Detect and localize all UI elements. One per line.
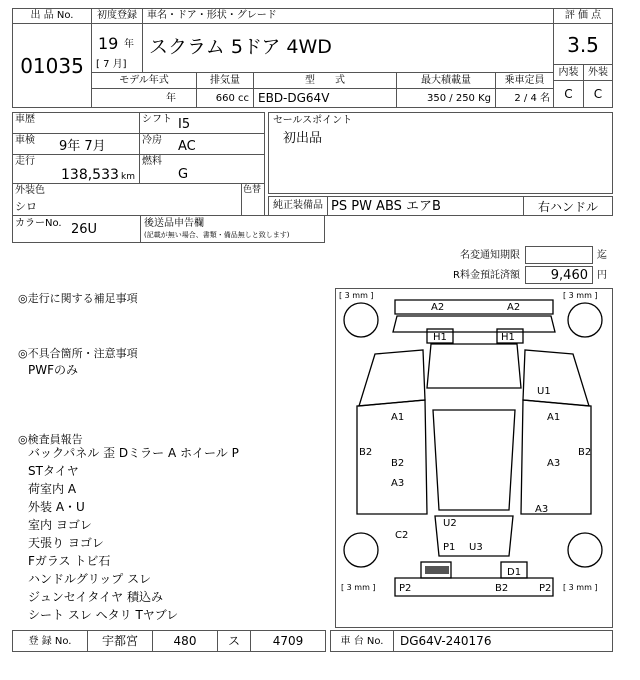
tire-depth-rear-left: [ 3 mm ] (341, 583, 376, 592)
mark-a1-left: A1 (391, 412, 405, 423)
mark-b2-far-right: B2 (578, 447, 592, 458)
post-report-cell (140, 215, 325, 243)
defects-title: ◎不具合箇所・注意事項 (18, 347, 138, 360)
chassis-cell (393, 630, 613, 652)
front-bumper-icon (395, 300, 553, 314)
equipment-cell (327, 196, 524, 216)
interior-label-cell (553, 64, 584, 81)
driving-notes-title: ◎走行に関する補足事項 (18, 292, 138, 305)
color-no-label: カラーNo. (15, 218, 62, 229)
reg-kana: ス (227, 634, 240, 648)
name-change-label: 名変通知期限 (460, 250, 520, 261)
mark-a1-right: A1 (547, 412, 561, 423)
mark-h1-left: H1 (433, 332, 447, 343)
tire-depth-rear-right: [ 3 mm ] (563, 583, 598, 592)
mark-p2-right: P2 (539, 583, 552, 594)
lot-no-cell (12, 8, 92, 24)
inspector-line: 荷室内 A (28, 482, 77, 496)
reg-class: 480 (173, 634, 197, 648)
mark-u2: U2 (443, 518, 457, 529)
name-change-suffix: 迄 (597, 250, 607, 261)
interior-cell (553, 80, 584, 108)
post-report-note: (記載が無い場合、書類・備品無しと致します) (144, 231, 290, 239)
history-label: 車歴 (15, 114, 35, 125)
tire-rear-left-icon (344, 533, 378, 567)
shift-label: シフト (142, 114, 172, 125)
inspector-title: ◎検査員報告 (18, 433, 83, 446)
shift: I5 (178, 117, 191, 132)
color-change-cell (241, 183, 265, 216)
lot-no-label: 出 品 No. (30, 10, 74, 21)
score-cell (553, 23, 613, 65)
mark-b2-rear: B2 (495, 583, 509, 594)
mileage-cell (12, 154, 140, 184)
exterior-cell (583, 80, 613, 108)
reg-area: 宇都宮 (101, 634, 138, 648)
tire-front-left-icon (344, 303, 378, 337)
chassis-label-cell (330, 630, 394, 652)
first-reg-label-cell (91, 8, 143, 24)
inspector-line: 外装 A・U (28, 500, 85, 514)
color: シロ (15, 200, 37, 213)
steering-cell (523, 196, 613, 216)
interior-grade: C (564, 87, 573, 101)
recycle-unit: 円 (597, 270, 607, 281)
vehicle-name: スクラム 5ドア 4WD (149, 36, 332, 58)
car-damage-diagram (335, 288, 613, 628)
mark-h1-right: H1 (501, 332, 515, 343)
mark-a3-left: A3 (391, 478, 405, 489)
equipment-label: 純正装備品 (273, 200, 323, 211)
year-unit: 年 (124, 39, 134, 50)
inspector-line: 天張り ヨゴレ (28, 536, 104, 550)
reg-number: 4709 (272, 634, 304, 648)
name-label: 車名・ドア・形状・グレード (147, 10, 277, 21)
sales-point: 初出品 (283, 131, 323, 146)
first-reg-month: [ 7 月] (96, 59, 127, 70)
inspector-line: ジュンセイタイヤ 積込み (28, 590, 163, 604)
mark-u1: U1 (537, 386, 551, 397)
displacement-label-cell (196, 72, 254, 89)
mark-a3-lower-right: A3 (535, 504, 549, 515)
mark-b2-far-left: B2 (359, 447, 373, 458)
capacity: 2 / 4 名 (514, 93, 550, 104)
mark-p2-left: P2 (399, 583, 412, 594)
mark-a2-right: A2 (507, 302, 521, 313)
inspection-cell (12, 133, 140, 155)
color-no: 26U (71, 222, 98, 237)
windshield-icon (427, 344, 521, 388)
ac-cell (139, 133, 265, 155)
mileage-label: 走行 (15, 156, 35, 167)
recycle: 9,460 (550, 268, 588, 283)
rear-bumper-icon (395, 578, 553, 596)
mark-a2-left: A2 (431, 302, 445, 313)
reg-label: 登 録 No. (28, 636, 72, 647)
color-change-label: 色替 (243, 185, 262, 195)
chassis: DG64V-240176 (400, 634, 492, 648)
tire-front-right-icon (568, 303, 602, 337)
max-load: 350 / 250 Kg (427, 93, 491, 104)
name-cell (142, 23, 554, 73)
model-year-label: モデル年式 (119, 75, 169, 86)
inspector-line: バックパネル 歪 Dミラー A ホイール P (28, 446, 239, 460)
exterior-label: 外装 (588, 67, 608, 78)
inspection: 9年 7月 (59, 139, 106, 154)
sales-point-cell (268, 112, 613, 194)
inspector-line: シート スレ ヘタリ Tヤブレ (28, 608, 179, 622)
hood-side-left-icon (359, 350, 425, 406)
ac: AC (178, 139, 196, 154)
fuel: G (178, 167, 189, 182)
mark-b2-left: B2 (391, 458, 405, 469)
mark-a3-right: A3 (547, 458, 561, 469)
recycle-label: R料金預託済額 (453, 270, 520, 281)
first-reg-cell (91, 23, 143, 73)
fuel-label: 燃料 (142, 156, 162, 167)
sales-point-label: セールスポイント (273, 115, 353, 126)
model-year-label-cell (91, 72, 197, 89)
tire-depth-front-left: [ 3 mm ] (339, 291, 374, 300)
lot-no-value-cell (12, 23, 92, 108)
reg-label-cell (12, 630, 88, 652)
exterior-label-cell (583, 64, 613, 81)
displacement: 660 cc (215, 93, 249, 104)
inspection-label: 車検 (15, 135, 35, 146)
name-change-box (525, 246, 593, 264)
capacity-label: 乗車定員 (504, 75, 545, 86)
roof-icon (433, 410, 515, 510)
color-label: 外装色 (15, 185, 45, 196)
reg-class-cell (152, 630, 218, 652)
first-reg-year: 19 (98, 34, 119, 53)
inspector-line: STタイヤ (28, 464, 79, 478)
shift-cell (139, 112, 265, 134)
license-plate-icon (425, 566, 449, 574)
mark-u3: U3 (469, 542, 483, 553)
chassis-label: 車 台 No. (340, 636, 384, 647)
displacement-label: 排気量 (210, 75, 240, 86)
max-load-label: 最大積載量 (421, 75, 471, 86)
tire-rear-right-icon (568, 533, 602, 567)
exterior-grade: C (593, 87, 603, 101)
fuel-cell (139, 154, 265, 184)
mileage-unit: km (121, 172, 135, 182)
hood-side-right-icon (523, 350, 589, 406)
model-year: 年 (166, 93, 176, 104)
type-label: 型 式 (305, 75, 345, 86)
reg-kana-cell (217, 630, 251, 652)
lot-no: 01035 (20, 54, 84, 78)
tire-depth-front-right: [ 3 mm ] (563, 291, 598, 300)
first-reg-label: 初度登録 (97, 10, 137, 21)
defects: PWFのみ (28, 363, 79, 377)
front-panel-icon (393, 316, 555, 332)
score: 3.5 (567, 33, 599, 57)
capacity-cell (495, 88, 554, 108)
interior-label: 内装 (558, 67, 579, 78)
displacement-cell (196, 88, 254, 108)
color-no-cell (12, 215, 141, 243)
model-year-cell (91, 88, 197, 108)
capacity-label-cell (495, 72, 554, 89)
inspector-line: 室内 ヨゴレ (28, 518, 92, 532)
name-label-cell (142, 8, 554, 24)
mark-c2: C2 (395, 530, 409, 541)
equipment: PS PW ABS エアB (331, 199, 441, 214)
post-report-label: 後送品申告欄 (144, 218, 204, 229)
history-cell (12, 112, 140, 134)
mark-p1: P1 (443, 542, 456, 553)
score-label-cell (553, 8, 613, 24)
type-label-cell (253, 72, 397, 89)
ac-label: 冷房 (142, 135, 162, 146)
reg-area-cell (87, 630, 153, 652)
inspector-line: ハンドルグリップ スレ (28, 572, 152, 586)
max-load-cell (396, 88, 496, 108)
model-type: EBD-DG64V (258, 91, 330, 105)
max-load-label-cell (396, 72, 496, 89)
recycle-box (525, 266, 593, 284)
reg-number-cell (250, 630, 326, 652)
color-cell (12, 183, 242, 216)
equipment-label-cell (268, 196, 328, 216)
score-label: 評 価 点 (564, 10, 602, 21)
mileage: 138,533 (61, 167, 119, 183)
mark-d1: D1 (507, 567, 522, 578)
type-cell (253, 88, 397, 108)
steering: 右ハンドル (537, 200, 598, 214)
inspector-line: Fガラス トビ石 (28, 554, 111, 568)
